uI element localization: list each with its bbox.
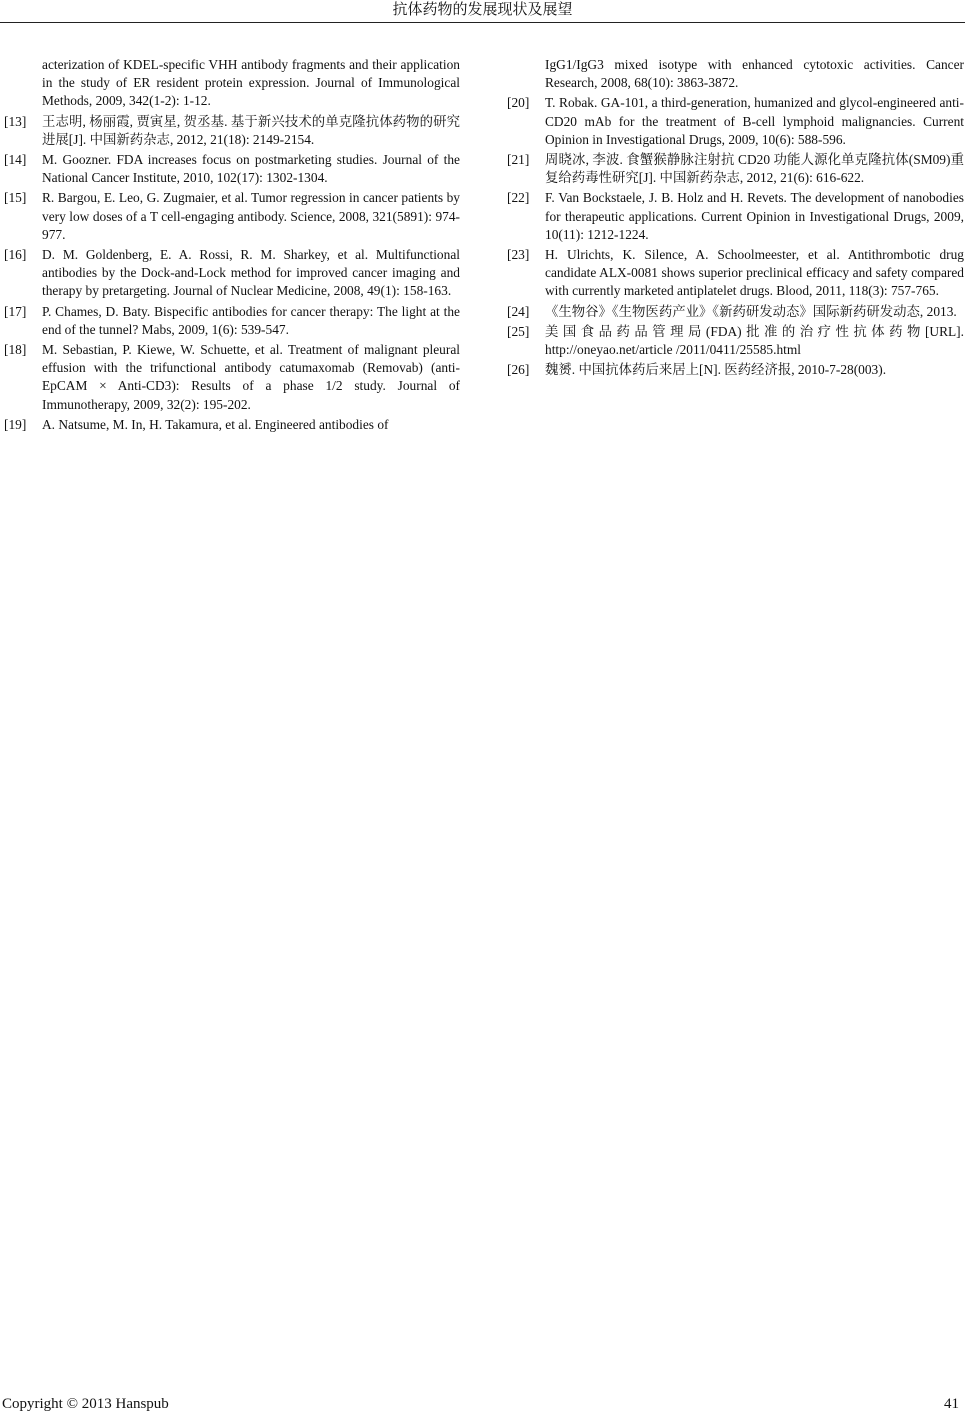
reference-entry: [4, 113, 460, 149]
reference-entry: [4, 303, 460, 339]
reference-number: [14]: [4, 152, 27, 168]
reference-text: IgG1/IgG3 mixed isotype with enhanced cytotoxic activities. Cancer Research, 2008, 68(10): 3863-3872.: [545, 57, 964, 91]
reference-entry: [4, 246, 460, 301]
reference-text: M. Goozner. FDA increases focus on postmarketing studies. Journal of the National Cancer Institute, 2010, 102(17): 1302-1304.: [42, 152, 460, 186]
reference-number: [18]: [4, 342, 27, 358]
reference-number: [23]: [507, 247, 530, 263]
reference-number: [26]: [507, 362, 530, 378]
reference-number: [25]: [507, 323, 530, 339]
reference-entry: [507, 323, 964, 359]
reference-number: [22]: [507, 190, 530, 206]
reference-text: M. Sebastian, P. Kiewe, W. Schuette, et al. Treatment of malignant pleural effusion with the trifunctional antibody catumaxomab (Removab) (anti-EpCAM × Anti-CD3): Results of a phase 1/2 study. Journal of Immunotherapy, 2009, 32(2): 195-202.: [42, 342, 460, 412]
reference-text: P. Chames, D. Baty. Bispecific antibodies for cancer therapy: The light at the end of the tunnel? Mabs, 2009, 1(6): 539-547.: [42, 303, 460, 337]
reference-number: [19]: [4, 416, 27, 432]
reference-entry: [507, 151, 964, 187]
journal-title: 抗体药物的发展现状及展望: [392, 2, 573, 18]
reference-number: [24]: [507, 303, 530, 319]
references-left-column: [4, 56, 460, 436]
running-header: [0, 0, 965, 23]
reference-entry: [507, 56, 964, 92]
reference-text: D. M. Goldenberg, E. A. Rossi, R. M. Sharkey, et al. Multifunctional antibodies by the Dock-and-Lock method for improved cancer imaging and therapy by pretargeting. Journal of Nuclear Medicine, 2008, 49(1): 158-163.: [42, 247, 460, 299]
reference-entry: [4, 416, 460, 434]
reference-text: 魏赟. 中国抗体药后来居上[N]. 医药经济报, 2010-7-28(003).: [545, 362, 887, 378]
copyright-notice: Copyright © 2013 Hanspub: [2, 1396, 169, 1412]
reference-entry: [507, 246, 964, 301]
reference-number: [15]: [4, 190, 27, 206]
reference-entry: [4, 151, 460, 187]
reference-number: [17]: [4, 303, 27, 319]
reference-text: acterization of KDEL-specific VHH antibody fragments and their application in the study of ER resident protein expression. Journal of Immunological Methods, 2009, 342(1-2): 1-12.: [42, 57, 460, 109]
reference-entry: [507, 361, 964, 379]
reference-text: 《生物谷》《生物医药产业》《新药研发动态》国际新药研发动态, 2013.: [545, 303, 957, 319]
reference-text: A. Natsume, M. In, H. Takamura, et al. Engineered antibodies of: [42, 416, 389, 432]
references-right-column: [507, 56, 964, 381]
reference-text: T. Robak. GA-101, a third-generation, humanized and glycol-engineered anti-CD20 mAb for the treatment of B-cell lymphoid malignancies. Current Opinion in Investigational Drugs, 2009, 10(6): 588-596.: [545, 95, 964, 147]
reference-entry: [4, 56, 460, 111]
reference-text: F. Van Bockstaele, J. B. Holz and H. Revets. The development of nanobodies for therapeutic applications. Current Opinion in Investigational Drugs, 2009, 10(11): 1212-1224.: [545, 190, 964, 242]
reference-entry: [4, 341, 460, 414]
page-number: 41: [944, 1396, 959, 1412]
reference-number: [21]: [507, 152, 530, 168]
reference-number: [16]: [4, 247, 27, 263]
reference-entry: [507, 303, 964, 321]
reference-text: 美国食品药品管理局(FDA)批准的治疗性抗体药物[URL]. http://oneyao.net/article /2011/0411/25585.html: [545, 323, 964, 358]
reference-entry: [507, 94, 964, 149]
reference-text: R. Bargou, E. Leo, G. Zugmaier, et al. Tumor regression in cancer patients by very low doses of a T cell-engaging antibody. Science, 2008, 321(5891): 974-977.: [42, 190, 460, 242]
reference-entry: [507, 189, 964, 244]
reference-text: 王志明, 杨丽霞, 贾寅星, 贺丞基. 基于新兴技术的单克隆抗体药物的研究进展[J]. 中国新药杂志, 2012, 21(18): 2149-2154.: [42, 113, 460, 147]
reference-text: 周晓冰, 李波. 食蟹猴静脉注射抗 CD20 功能人源化单克隆抗体(SM09)重复给药毒性研究[J]. 中国新药杂志, 2012, 21(6): 616-622.: [545, 152, 964, 186]
reference-number: [13]: [4, 113, 27, 129]
reference-number: [20]: [507, 95, 530, 111]
reference-entry: [4, 189, 460, 244]
reference-text: H. Ulrichts, K. Silence, A. Schoolmeester, et al. Antithrombotic drug candidate ALX-0081 shows superior preclinical efficacy and safety compared with currently marketed antiplatelet drugs. Blood, 2011, 118(3): 757-765.: [545, 247, 964, 299]
